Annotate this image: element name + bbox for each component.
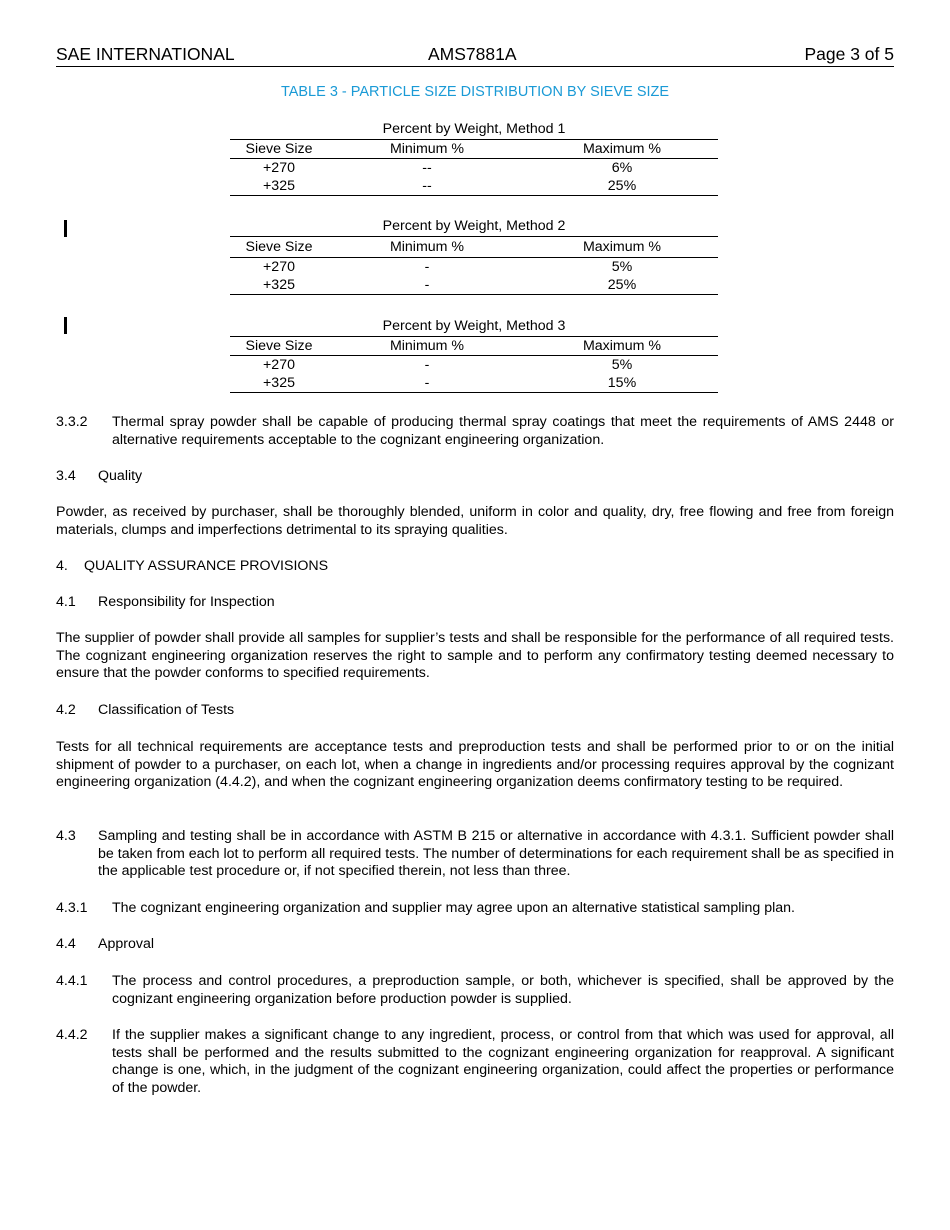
cell-maximum: 25% xyxy=(607,277,637,293)
paragraph-3-4: Powder, as received by purchaser, shall be thoroughly blended, uniform in color and quality, dry, free flowing and free from foreign materials, clumps and imperfections detrimental to its spraying qualities. xyxy=(56,504,894,538)
header-org: SAE INTERNATIONAL xyxy=(56,44,235,64)
table-caption: Percent by Weight, Method 2 xyxy=(230,216,718,237)
table-row xyxy=(230,276,718,295)
column-header-sieve-size: Sieve Size xyxy=(245,338,313,354)
section-number: 4.4.1 xyxy=(56,973,88,989)
section-text: Thermal spray powder shall be capable of producing thermal spray coatings that meet the requirements of AMS 2448 or alternative requirements acceptable to the cognizant engineering organization. xyxy=(112,414,894,448)
sieve-table-method-3 xyxy=(230,316,718,393)
section-4-4-1 xyxy=(56,973,894,1008)
section-number: 4.3.1 xyxy=(56,900,88,916)
table-caption: Percent by Weight, Method 1 xyxy=(230,119,718,140)
section-title: Classification of Tests xyxy=(98,702,235,718)
section-number: 3.3.2 xyxy=(56,414,88,430)
revision-bar-method-2 xyxy=(64,220,67,237)
table-title: TABLE 3 - PARTICLE SIZE DISTRIBUTION BY SIEVE SIZE xyxy=(280,84,670,100)
table-caption: Percent by Weight, Method 3 xyxy=(230,316,718,337)
table-row xyxy=(230,177,718,196)
section-4-2-heading xyxy=(56,702,894,720)
table-header-row xyxy=(230,237,718,258)
cell-minimum: -- xyxy=(422,160,432,176)
section-title: Quality xyxy=(98,468,143,484)
cell-maximum: 6% xyxy=(611,160,633,176)
page-header xyxy=(56,44,894,67)
table-header-row xyxy=(230,337,718,356)
cell-sieve-size: +325 xyxy=(263,277,295,293)
cell-sieve-size: +270 xyxy=(263,160,295,176)
table-row xyxy=(230,258,718,276)
cell-maximum: 15% xyxy=(607,375,637,391)
cell-maximum: 5% xyxy=(611,357,633,373)
section-text: The process and control procedures, a preproduction sample, or both, whichever is specified, shall be approved by the cognizant engineering organization before production powder is supplied. xyxy=(112,973,894,1007)
section-number: 4. xyxy=(56,558,68,574)
section-title: Responsibility for Inspection xyxy=(98,594,275,610)
section-4-3-1 xyxy=(56,900,894,918)
cell-sieve-size: +325 xyxy=(263,375,295,391)
sieve-table-method-2 xyxy=(230,216,718,295)
paragraph-4-1: The supplier of powder shall provide all samples for supplier’s tests and shall be responsible for the performance of all required tests. The cognizant engineering organization reserves the right to sample and to perform any confirmatory testing deemed necessary to ensure that the powder conforms to specified requirements. xyxy=(56,630,894,681)
section-number: 4.4.2 xyxy=(56,1027,88,1043)
column-header-sieve-size: Sieve Size xyxy=(245,239,313,255)
section-3-3-2 xyxy=(56,414,894,449)
section-4-heading xyxy=(56,558,894,576)
cell-sieve-size: +270 xyxy=(263,259,295,275)
column-header-minimum: Minimum % xyxy=(389,338,465,354)
cell-sieve-size: +325 xyxy=(263,178,295,194)
section-number: 4.3 xyxy=(56,828,76,844)
cell-sieve-size: +270 xyxy=(263,357,295,373)
paragraph-4-2: Tests for all technical requirements are acceptance tests and preproduction tests and shall be performed prior to or on the initial shipment of powder to a purchaser, on each lot, when a change in ingredients and/or processing requires approval by the cognizant engineering organization (4.4.2), and when the cognizant engineering organization deems confirmatory testing to be required. xyxy=(56,739,894,790)
section-3-4-heading xyxy=(56,468,894,486)
section-number: 4.1 xyxy=(56,594,76,610)
header-page-number: Page 3 of 5 xyxy=(804,44,894,64)
cell-minimum: -- xyxy=(422,178,432,194)
section-number: 4.2 xyxy=(56,702,76,718)
section-4-1-heading xyxy=(56,594,894,612)
revision-bar-method-3 xyxy=(64,317,67,334)
column-header-maximum: Maximum % xyxy=(582,239,662,255)
cell-minimum: - xyxy=(424,375,430,391)
section-text: If the supplier makes a significant change to any ingredient, process, or control from that which was used for approval, all tests shall be performed and the results submitted to the cognizant engineering organization for reapproval. A significant change is one, which, in the judgment of the cognizant engineering organization, could affect the properties or performance of the powder. xyxy=(112,1027,894,1096)
section-number: 3.4 xyxy=(56,468,76,484)
section-title: Approval xyxy=(98,936,154,952)
sieve-table-method-1 xyxy=(230,119,718,196)
cell-minimum: - xyxy=(424,277,430,293)
column-header-minimum: Minimum % xyxy=(389,141,465,157)
table-row xyxy=(230,356,718,374)
section-text: The cognizant engineering organization and supplier may agree upon an alternative statistical sampling plan. xyxy=(112,900,796,916)
column-header-maximum: Maximum % xyxy=(582,338,662,354)
section-4-4-heading xyxy=(56,936,894,954)
section-4-4-2 xyxy=(56,1027,894,1097)
section-text: Sampling and testing shall be in accordance with ASTM B 215 or alternative in accordance with 4.3.1. Sufficient powder shall be taken from each lot to perform all required tests. The number of determinations for each requirement shall be as specified in the applicable test procedure or, if not specified therein, not less than three. xyxy=(98,828,894,879)
column-header-sieve-size: Sieve Size xyxy=(245,141,313,157)
cell-minimum: - xyxy=(424,259,430,275)
cell-minimum: - xyxy=(424,357,430,373)
section-title: QUALITY ASSURANCE PROVISIONS xyxy=(84,558,329,574)
column-header-maximum: Maximum % xyxy=(582,141,662,157)
cell-maximum: 25% xyxy=(607,178,637,194)
table-row xyxy=(230,159,718,177)
header-doc-id: AMS7881A xyxy=(428,44,517,64)
section-4-3 xyxy=(56,828,894,881)
column-header-minimum: Minimum % xyxy=(389,239,465,255)
section-number: 4.4 xyxy=(56,936,76,952)
table-row xyxy=(230,374,718,393)
cell-maximum: 5% xyxy=(611,259,633,275)
table-header-row xyxy=(230,140,718,159)
